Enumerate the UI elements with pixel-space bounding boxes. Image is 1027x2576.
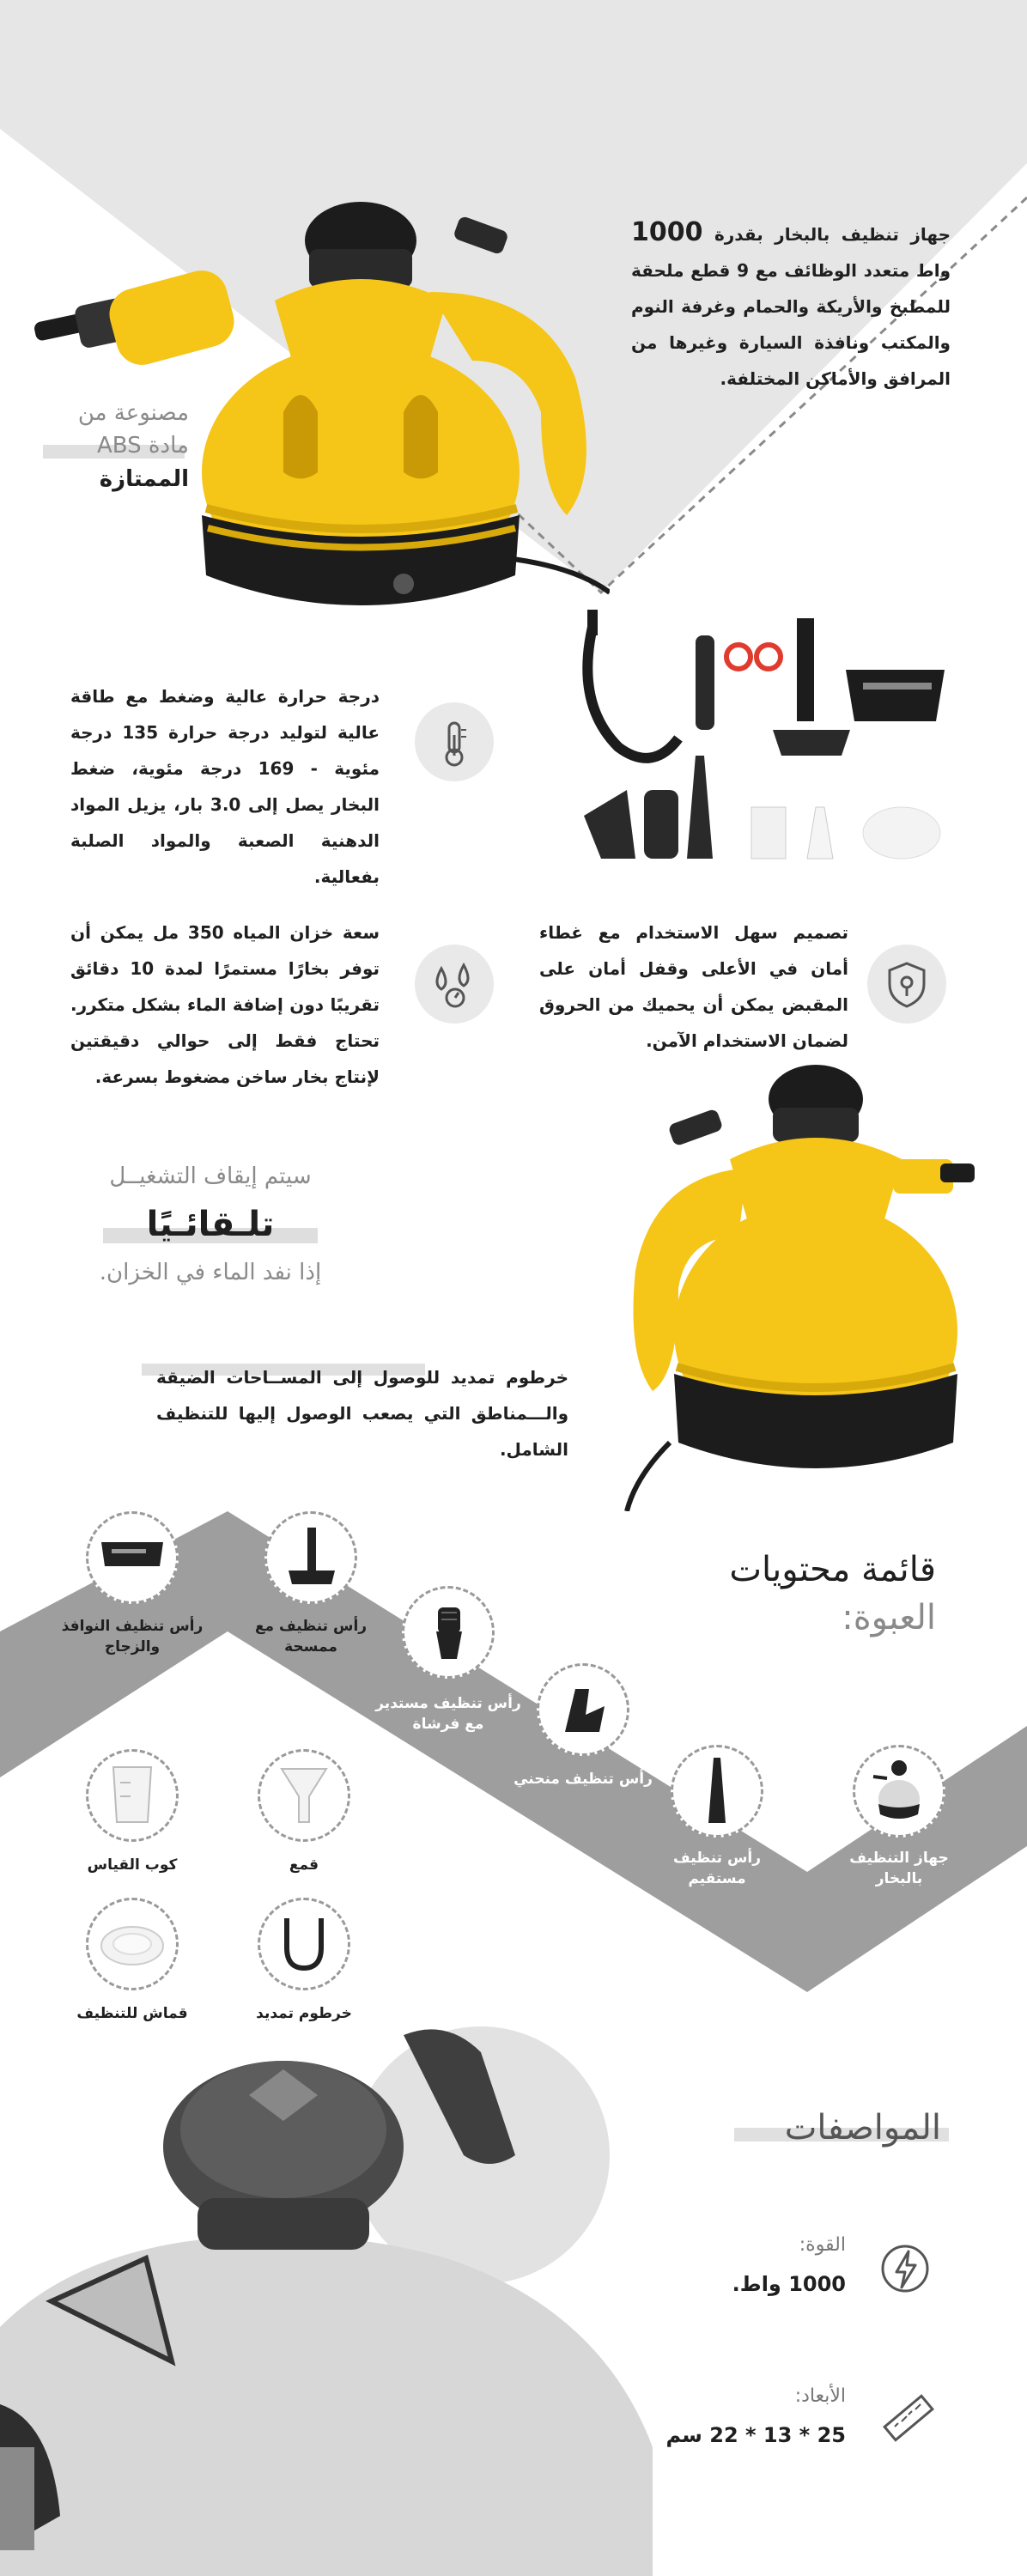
package-item-label-0: جهاز التنظيف بالبخار bbox=[849, 1850, 949, 1887]
intro-text-post: واط متعدد الوظائف مع 9 قطع ملحقة للمطبخ والأريكة والحمام وغرفة النوم والمكتب ونافذة السيارة وغيرها من المرافق والأماكن المختلفة. bbox=[631, 260, 951, 389]
round-brush-icon bbox=[422, 1602, 474, 1662]
heat-feature-text: درجة حرارة عالية وضغط مع طاقة عالية لتوليد درجة حرارة 135 درجة مئوية - 169 درجة مئوية، ضغط البخار يصل إلى 3.0 بار، يزيل المواد الدهنية الصعبة والمواد الصلبة بفعالية. bbox=[70, 686, 380, 887]
auto-off-block bbox=[77, 1159, 343, 1291]
package-item-label-8: خرطوم تمديد bbox=[256, 2005, 352, 2022]
spec-power-label: القوة: bbox=[799, 2234, 846, 2256]
material-line-2: مادة ABS bbox=[97, 433, 189, 459]
spec-power-value: 1000 واط. bbox=[732, 2272, 846, 2296]
angled-nozzle-icon bbox=[556, 1680, 611, 1741]
measuring-cup-icon bbox=[106, 1762, 158, 1827]
spec-dims-label: الأبعاد: bbox=[794, 2385, 846, 2407]
hose-feature-text: خرطوم تمديد للوصول إلى المســاحات الضيقة والـــمناطق التي يصعب الوصول إليها للتنظيف الشامل. bbox=[156, 1367, 568, 1460]
extension-hose-icon bbox=[276, 1913, 331, 1973]
steam-cleaner-side-image bbox=[601, 1065, 979, 1511]
window-squeegee-icon bbox=[98, 1537, 167, 1575]
package-item-label-2: رأس تنظيف منحني bbox=[514, 1771, 653, 1788]
package-title-line-1: قائمة محتويات bbox=[729, 1550, 936, 1589]
straight-nozzle-icon bbox=[700, 1754, 734, 1828]
package-title-line-2: العبوة: bbox=[842, 1598, 936, 1637]
thermometer-icon bbox=[432, 720, 477, 768]
lightning-icon bbox=[878, 2241, 933, 2296]
package-item-label-4: رأس تنظيف مع ممسحة bbox=[254, 1618, 368, 1656]
ruler-icon bbox=[878, 2387, 938, 2447]
material-line-3: الممتازة bbox=[99, 466, 189, 492]
auto-off-line-1: سيتم إيقاف التشغيــل bbox=[109, 1163, 312, 1189]
package-title-block bbox=[678, 1546, 936, 1642]
package-item-label-1: رأس تنظيف مستقيم bbox=[672, 1850, 762, 1887]
safety-feature-text: تصميم سهل الاستخدام مع غطاء أمان في الأعلى وقفل أمان على المقبض يمكن أن يحميك من الحروق لضمان الاستخدام الآمن. bbox=[539, 922, 848, 1051]
water-drops-icon bbox=[429, 958, 481, 1010]
tank-feature-text: سعة خزان المياه 350 مل يمكن أن توفر بخارًا مستمرًا لمدة 10 دقائق تقريبًا دون إضافة الماء بشكل متكرر. تحتاج فقط إلى حوالي دقيقتين لإنتاج بخار ساخن مضغوط بسرعة. bbox=[70, 922, 380, 1087]
specs-product-image bbox=[0, 2001, 1027, 2576]
material-block bbox=[34, 397, 189, 496]
package-item-label-6: قمع bbox=[289, 1856, 319, 1874]
steam-cleaner-icon bbox=[870, 1758, 928, 1825]
specs-title: المواصفات bbox=[784, 2108, 941, 2148]
package-item-label-5: رأس تنظيف النوافذ والزجاج bbox=[61, 1618, 204, 1656]
auto-off-line-3: إذا نفد الماء في الخزان. bbox=[99, 1260, 322, 1285]
intro-paragraph bbox=[631, 215, 951, 397]
cleaning-cloth-icon bbox=[98, 1920, 167, 1968]
intro-text-pre: جهاز تنظيف بالبخار بقدرة bbox=[702, 224, 951, 245]
material-line-1: مصنوعة من bbox=[77, 400, 189, 426]
spec-dims-value: 25 * 13 * 22 سم bbox=[665, 2423, 846, 2447]
shield-lock-icon bbox=[884, 960, 929, 1010]
package-item-label-7: كوب القياس bbox=[87, 1856, 178, 1874]
mop-head-icon bbox=[283, 1524, 340, 1589]
package-item-label-3: رأس تنظيف مستدير مع فرشاة bbox=[375, 1695, 521, 1733]
accessories-image bbox=[567, 601, 962, 884]
package-item-label-9: قماش للتنظيف bbox=[76, 2005, 188, 2022]
auto-off-big: تلـقائـيًا bbox=[146, 1205, 275, 1244]
funnel-icon bbox=[276, 1762, 331, 1827]
intro-power-value: 1000 bbox=[631, 217, 703, 247]
